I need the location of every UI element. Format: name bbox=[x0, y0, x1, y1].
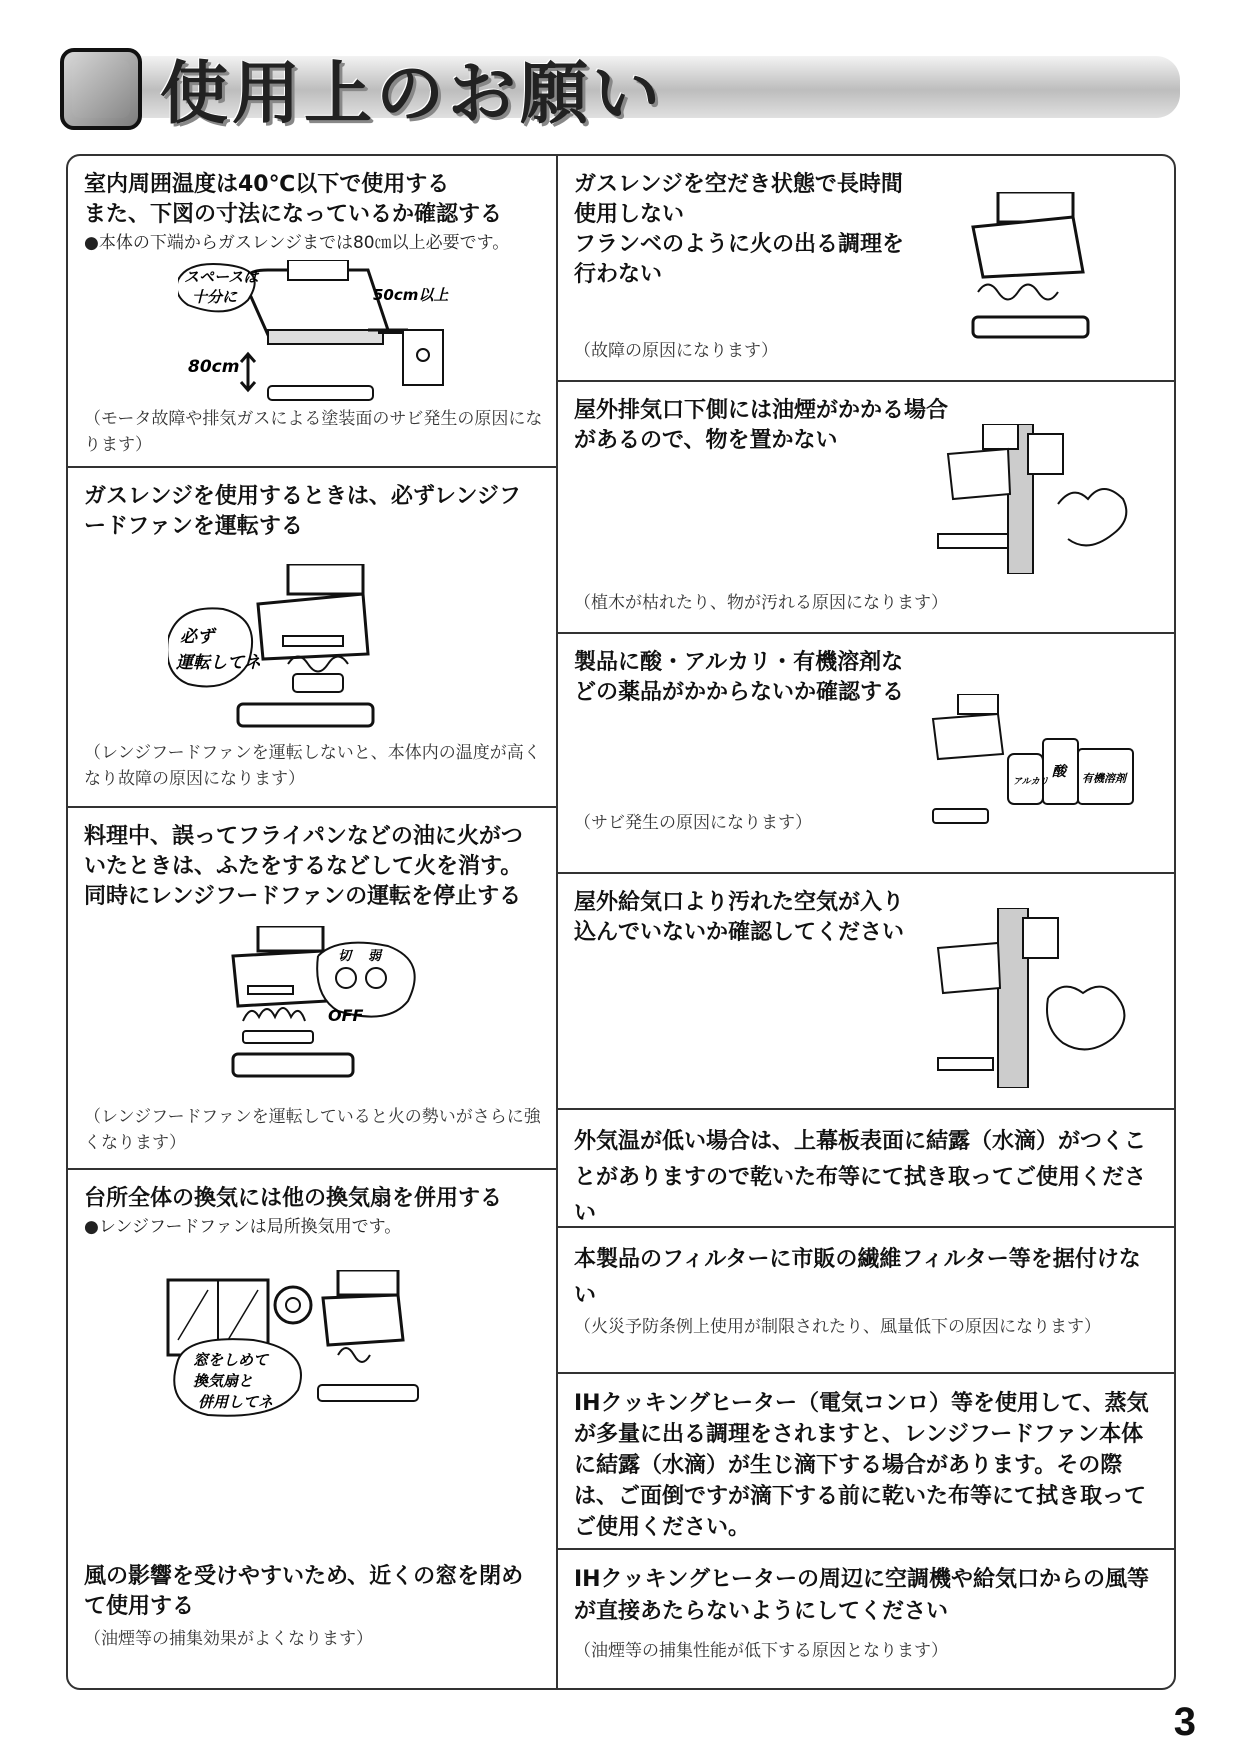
section-heading: ガスレンジを使用するときは、必ずレンジフードファンを運転する bbox=[84, 484, 521, 539]
section-heading: 本製品のフィルターに市販の繊維フィルター等を据付けない bbox=[574, 1247, 1141, 1308]
section-heading: 室内周囲温度は40℃以下で使用する また、下図の寸法になっているか確認する bbox=[84, 172, 503, 227]
empty-range-illustration bbox=[958, 192, 1128, 342]
svg-text:併用してネ: 併用してネ bbox=[198, 1393, 274, 1411]
section-filter bbox=[558, 1228, 1174, 1374]
content-frame bbox=[66, 154, 1176, 1690]
section-heading: 屋外給気口より汚れた空気が入り込んでいないか確認してください bbox=[574, 890, 905, 945]
svg-text:OFF: OFF bbox=[328, 1006, 364, 1025]
section-heading: 外気温が低い場合は、上幕板表面に結露（水滴）がつくことがありますので乾いた布等にて拭き取ってご使用ください bbox=[574, 1129, 1147, 1226]
section-note: （レンジフードファンを運転していると火の勢いがさらに強くなります） bbox=[84, 1107, 541, 1153]
left-column bbox=[68, 156, 558, 1688]
section-ih-steam bbox=[558, 1374, 1174, 1550]
illus-text-space: スペースは bbox=[184, 268, 259, 286]
hood-fire-off-illustration bbox=[218, 926, 428, 1086]
svg-text:切: 切 bbox=[338, 949, 352, 964]
section-intake bbox=[558, 874, 1174, 1110]
section-note: （火災予防条例上使用が制限されたり、風量低下の原因になります） bbox=[574, 1317, 1101, 1337]
svg-text:有機溶剤: 有機溶剤 bbox=[1082, 772, 1126, 785]
svg-text:窓をしめて: 窓をしめて bbox=[193, 1351, 269, 1369]
svg-text:酸: 酸 bbox=[1052, 764, 1066, 780]
section-note: （植木が枯れたり、物が汚れる原因になります） bbox=[574, 593, 948, 613]
hood-clearance-illustration bbox=[178, 260, 468, 410]
section-bullet: ●レンジフードファンは局所換気用です。 bbox=[84, 1217, 402, 1237]
section-note: （サビ発生の原因になります） bbox=[574, 813, 812, 833]
section-heading: 料理中、誤ってフライパンなどの油に火がついたときは、ふたをするなどして火を消す。同時にレンジフードファンの運転を停止する bbox=[84, 824, 523, 909]
illus-text-80cm: 80cm bbox=[188, 357, 240, 377]
section-chemicals bbox=[558, 634, 1174, 874]
section-note: （油煙等の捕集性能が低下する原因となります） bbox=[574, 1641, 948, 1661]
header-square-icon bbox=[60, 48, 142, 130]
section-heading: 台所全体の換気には他の換気扇を併用する bbox=[84, 1186, 503, 1211]
section-note: （モータ故障や排気ガスによる塗装面のサビ発生の原因になります） bbox=[84, 409, 543, 455]
illus-text-50cm: 50cm以上 bbox=[373, 286, 449, 304]
page-header bbox=[60, 44, 1180, 134]
svg-text:必ず: 必ず bbox=[180, 627, 214, 647]
section-condensation bbox=[558, 1110, 1174, 1228]
svg-text:弱: 弱 bbox=[368, 949, 382, 964]
section-ventilation bbox=[68, 1170, 556, 1690]
svg-text:アルカリ: アルカリ bbox=[1013, 777, 1049, 787]
page-number: 3 bbox=[1173, 1700, 1196, 1744]
section-always-run bbox=[68, 468, 556, 808]
exhaust-outlet-illustration bbox=[928, 424, 1148, 574]
section-heading: IHクッキングヒーターの周辺に空調機や給気口からの風等が直接あたらないようにしてください bbox=[574, 1567, 1150, 1624]
section-heading: 製品に酸・アルカリ・有機溶剤などの薬品がかからないか確認する bbox=[574, 650, 905, 705]
section-heading: IHクッキングヒーター（電気コンロ）等を使用して、蒸気が多量に出る調理をされますと、レンジフードファン本体に結露（水滴）が生じ滴下する場合があります。その際は、ご面倒ですが滴下する前に乾いた布等にて拭き取ってご使用ください。 bbox=[574, 1391, 1149, 1540]
svg-text:換気扇と: 換気扇と bbox=[193, 1372, 254, 1390]
section-empty-heating bbox=[558, 156, 1174, 382]
section-note: （故障の原因になります） bbox=[574, 341, 778, 361]
section-heading: ガスレンジを空だき状態で長時間使用しない フランベのように火の出る調理を行わない bbox=[574, 172, 905, 287]
window-fan-illustration bbox=[158, 1270, 458, 1420]
section-exhaust-outlet bbox=[558, 382, 1174, 634]
section-note: （レンジフードファンを運転しないと、本体内の温度が高くなり故障の原因になります） bbox=[84, 743, 541, 789]
section-heading: 屋外排気口下側には油煙がかかる場合があるので、物を置かない bbox=[574, 398, 949, 453]
svg-text:運転してネ: 運転してネ bbox=[176, 653, 261, 673]
section-fire bbox=[68, 808, 556, 1170]
section-heading-secondary: 風の影響を受けやすいため、近くの窓を閉めて使用する bbox=[84, 1564, 524, 1619]
section-note: （油煙等の捕集効果がよくなります） bbox=[84, 1629, 373, 1649]
section-ih-wind bbox=[558, 1550, 1174, 1690]
right-column bbox=[558, 156, 1174, 1688]
section-temperature bbox=[68, 156, 556, 468]
page-title: 使用上のお願い bbox=[160, 55, 665, 134]
intake-illustration bbox=[928, 908, 1148, 1088]
hood-running-illustration bbox=[168, 564, 448, 734]
svg-text:十分に: 十分に bbox=[192, 288, 238, 306]
section-bullet: ●本体の下端からガスレンジまでは80㎝以上必要です。 bbox=[84, 233, 510, 253]
